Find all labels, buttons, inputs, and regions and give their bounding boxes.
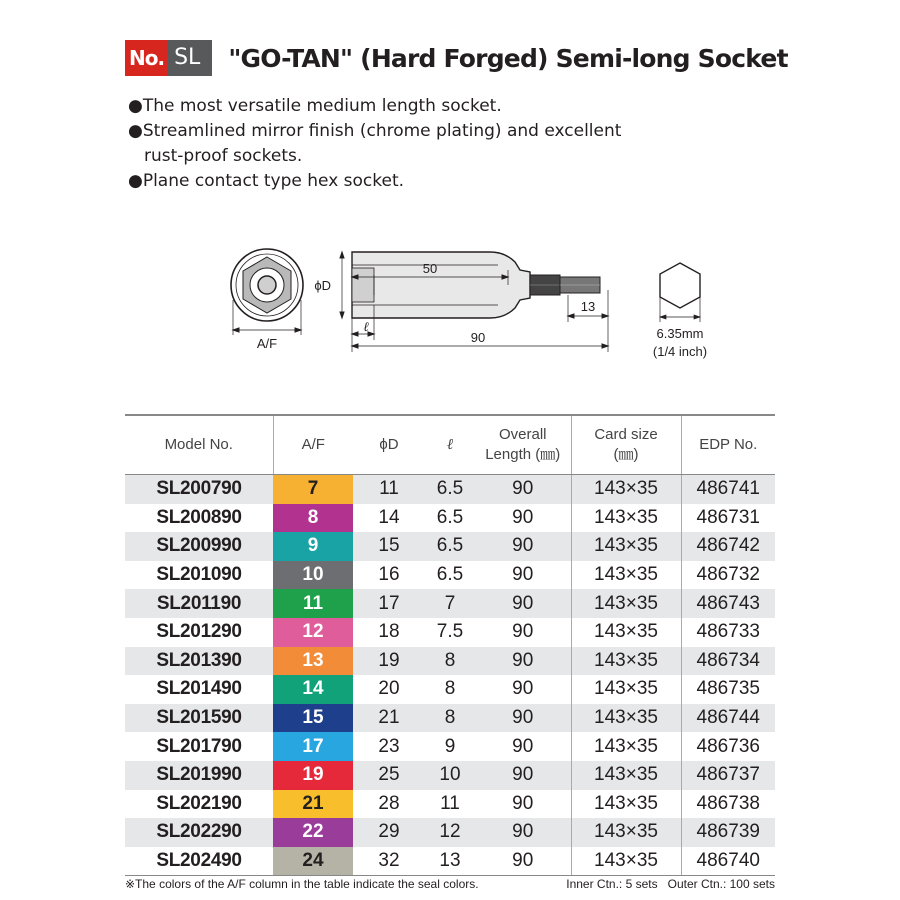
table-row (125, 561, 775, 590)
edp-cell: 486731 (681, 504, 775, 533)
model-cell: SL201990 (125, 761, 273, 790)
ell-cell: 8 (444, 678, 456, 700)
af-cell: 13 (273, 647, 353, 676)
af-cell: 7 (273, 475, 353, 504)
footnote-carton: Inner Ctn.: 5 sets Outer Ctn.: 100 sets (566, 877, 775, 891)
table-row (125, 618, 775, 647)
edp-cell: 486743 (681, 589, 775, 618)
phid-cell: 20 (378, 678, 400, 700)
af-cell: 21 (273, 790, 353, 819)
ell-cell: 9 (444, 735, 456, 757)
length-cell: 90 (475, 532, 571, 561)
phid-cell: 23 (378, 735, 400, 757)
card-size-cell: 143×35 (571, 704, 681, 733)
badge-code: SL (168, 40, 212, 76)
ell-cell: 6.5 (436, 506, 464, 528)
table-row (125, 647, 775, 676)
feature-item-continued: rust-proof sockets. (144, 146, 303, 166)
phid-cell: 11 (353, 475, 425, 504)
col-header-overall-line1: Overall (498, 426, 547, 443)
socket-front-view (231, 249, 303, 335)
footnote-colors: ※The colors of the A/F column in the table indicate the seal colors. (125, 877, 479, 891)
phid-cell: 32 (353, 847, 425, 876)
edp-cell: 486741 (681, 475, 775, 504)
col-header-card (571, 415, 681, 475)
phid-cell: 25 (353, 761, 425, 790)
badge-no: No. (125, 40, 168, 76)
card-size-cell: 143×35 (571, 589, 681, 618)
ell-cell: 7.5 (436, 621, 464, 643)
table-row (125, 818, 775, 847)
col-header-af: A/F (273, 415, 353, 475)
length-cell: 90 (475, 704, 571, 733)
model-cell: SL202490 (125, 847, 273, 876)
edp-cell: 486734 (681, 647, 775, 676)
model-cell: SL201090 (156, 564, 242, 586)
length-cell: 90 (475, 818, 571, 847)
length-cell: 90 (512, 735, 534, 757)
page-title: "GO-TAN" (Hard Forged) Semi-long Socket (228, 43, 788, 73)
length-cell: 90 (475, 761, 571, 790)
card-size-cell: 143×35 (571, 618, 681, 647)
af-cell: 24 (273, 847, 353, 876)
table-row (125, 847, 775, 876)
model-cell: SL201290 (156, 621, 242, 643)
model-cell: SL200790 (125, 475, 273, 504)
length-cell: 90 (512, 678, 534, 700)
phid-cell: 15 (353, 532, 425, 561)
card-size-cell: 143×35 (571, 675, 681, 704)
length-cell: 90 (475, 475, 571, 504)
model-cell: SL201390 (125, 647, 273, 676)
edp-cell: 486742 (681, 532, 775, 561)
af-cell: 19 (273, 761, 353, 790)
col-header-card-line2: (㎜) (613, 446, 639, 463)
model-cell: SL201590 (125, 704, 273, 733)
af-cell: 10 (273, 561, 353, 590)
ell-cell: 6.5 (436, 564, 464, 586)
model-cell: SL201790 (156, 735, 242, 757)
length-cell: 90 (512, 506, 534, 528)
edp-cell: 486740 (681, 847, 775, 876)
model-cell: SL201490 (156, 678, 242, 700)
col-header-card-line1: Card size (594, 426, 658, 443)
ell-cell: 10 (425, 761, 475, 790)
af-cell: 8 (273, 504, 353, 533)
ell-cell: 7 (425, 589, 475, 618)
table-header-row (125, 415, 775, 475)
card-size-cell: 143×35 (571, 790, 681, 819)
col-header-edp: EDP No. (681, 415, 775, 475)
model-cell: SL202290 (125, 818, 273, 847)
card-size-cell: 143×35 (571, 761, 681, 790)
length-cell: 90 (475, 847, 571, 876)
card-size-cell: 143×35 (571, 732, 681, 761)
edp-cell: 486733 (681, 618, 775, 647)
table-row (125, 532, 775, 561)
table-row (125, 732, 775, 761)
phid-cell: 14 (378, 506, 400, 528)
dim-50-label: 50 (422, 261, 438, 276)
dim-90-label: 90 (470, 330, 486, 345)
col-header-overall (475, 415, 571, 475)
hex-size-label: 6.35mm (656, 326, 704, 341)
col-header-phid: ϕD (353, 415, 425, 475)
af-cell: 17 (273, 732, 353, 761)
edp-cell: 486739 (681, 818, 775, 847)
ell-cell: 6.5 (425, 532, 475, 561)
phid-cell: 29 (353, 818, 425, 847)
card-size-cell: 143×35 (571, 475, 681, 504)
col-header-ell-text: ℓ (446, 437, 454, 453)
table-row (125, 589, 775, 618)
col-header-overall-line2: Length (㎜) (485, 446, 561, 463)
length-cell: 90 (512, 792, 534, 814)
length-cell: 90 (475, 647, 571, 676)
af-cell: 22 (273, 818, 353, 847)
feature-item: ●Streamlined mirror finish (chrome plating) and excellent (128, 121, 622, 141)
card-size-cell: 143×35 (571, 561, 681, 590)
ell-cell: 13 (425, 847, 475, 876)
table-row (125, 475, 775, 504)
phid-cell: 28 (378, 792, 400, 814)
ell-cell: 6.5 (425, 475, 475, 504)
af-cell: 11 (273, 589, 353, 618)
ell-cell: 12 (425, 818, 475, 847)
spec-table-body (125, 475, 775, 876)
edp-cell: 486732 (681, 561, 775, 590)
card-size-cell: 143×35 (571, 504, 681, 533)
spec-table (125, 414, 775, 876)
af-cell: 15 (273, 704, 353, 733)
model-cell: SL202190 (156, 792, 242, 814)
af-label: A/F (256, 336, 278, 351)
edp-cell: 486737 (681, 761, 775, 790)
feature-item: ●The most versatile medium length socket. (128, 96, 502, 116)
table-row (125, 790, 775, 819)
hex-drive-icon (660, 263, 700, 308)
model-cell: SL201190 (125, 589, 273, 618)
phid-cell: 18 (378, 621, 400, 643)
card-size-cell: 143×35 (571, 532, 681, 561)
edp-cell: 486736 (681, 732, 775, 761)
dim-13-label: 13 (580, 299, 596, 314)
table-row (125, 504, 775, 533)
edp-cell: 486744 (681, 704, 775, 733)
length-cell: 90 (512, 564, 534, 586)
feature-item: ●Plane contact type hex socket. (128, 171, 405, 191)
phid-cell: 21 (353, 704, 425, 733)
edp-cell: 486738 (681, 790, 775, 819)
phid-cell: 16 (378, 564, 400, 586)
phid-cell: 17 (353, 589, 425, 618)
model-cell: SL200990 (125, 532, 273, 561)
card-size-cell: 143×35 (571, 818, 681, 847)
card-size-cell: 143×35 (571, 847, 681, 876)
length-cell: 90 (475, 589, 571, 618)
edp-cell: 486735 (681, 675, 775, 704)
footnote (125, 877, 775, 891)
col-header-ell (425, 415, 475, 475)
ell-cell: 8 (425, 647, 475, 676)
table-row (125, 704, 775, 733)
af-cell: 12 (273, 618, 353, 647)
ell-cell: 11 (440, 792, 460, 814)
table-row (125, 761, 775, 790)
card-size-cell: 143×35 (571, 647, 681, 676)
socket-diagram (0, 0, 900, 410)
ell-label: ℓ (363, 319, 369, 334)
af-cell: 14 (273, 675, 353, 704)
length-cell: 90 (512, 621, 534, 643)
phi-d-label: ϕD (314, 278, 331, 293)
ell-cell: 8 (425, 704, 475, 733)
af-cell: 9 (273, 532, 353, 561)
hex-inch-label: (1/4 inch) (652, 344, 708, 359)
model-cell: SL200890 (156, 506, 242, 528)
col-header-model: Model No. (125, 415, 273, 475)
table-row (125, 675, 775, 704)
phid-cell: 19 (353, 647, 425, 676)
